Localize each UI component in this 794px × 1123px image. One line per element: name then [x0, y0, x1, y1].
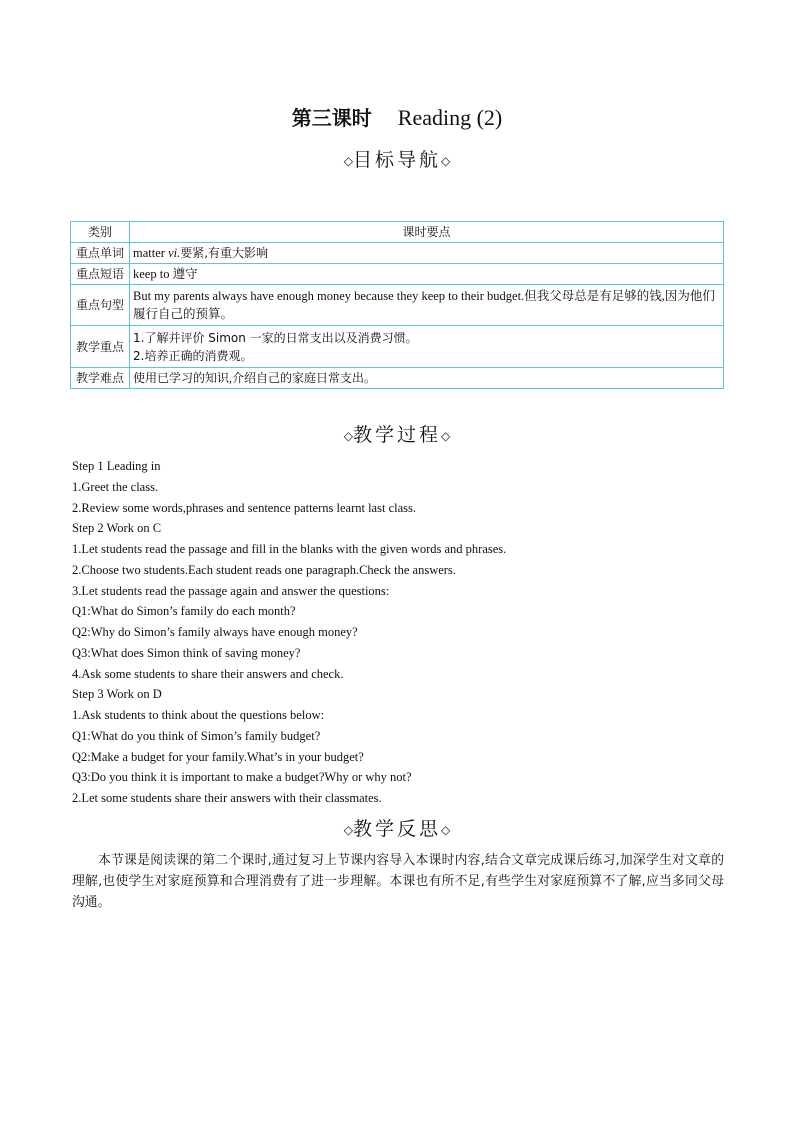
row-label: 重点句型 — [71, 285, 130, 326]
diamond-icon: ◇ — [343, 429, 353, 443]
process-line: Q3:Do you think it is important to make a budget?Why or why not? — [72, 770, 412, 785]
header-category: 类别 — [71, 222, 130, 243]
process-line: 2.Let some students share their answers with their classmates. — [72, 791, 382, 805]
row-label: 教学重点 — [71, 326, 130, 368]
row-value-line: 1.了解并评价 Simon 一家的日常支出以及消费习惯。 — [133, 330, 418, 345]
diamond-icon: ◇ — [343, 154, 353, 168]
table-row — [71, 326, 724, 368]
process-line: 2.Choose two students.Each student reads one paragraph.Check the answers. — [72, 562, 456, 577]
diamond-icon: ◇ — [441, 429, 451, 443]
row-value: 使用已学习的知识,介绍自己的家庭日常支出。 — [130, 368, 724, 389]
reflection-paragraph: 本节课是阅读课的第二个课时,通过复习上节课内容导入本课时内容,结合文章完成课后练习,加深学生对文章的理解,也使学生对家庭预算和合理消费有了进一步理解。本课也有所不足,有些学生对家庭预算不了解,应当多同父母沟通。 — [72, 853, 724, 910]
section-heading-goals-text: 目标导航 — [352, 149, 441, 171]
process-line: 3.Let students read the passage again and answer the questions: — [72, 583, 390, 598]
teaching-process-body — [72, 456, 732, 809]
section-heading-reflection — [0, 816, 794, 843]
process-line: Step 1 Leading in — [72, 459, 161, 473]
process-line: Step 3 Work on D — [72, 687, 162, 702]
row-label: 教学难点 — [71, 368, 130, 389]
process-line: 1.Greet the class. — [72, 479, 159, 494]
process-line: 2.Review some words,phrases and sentence patterns learnt last class. — [72, 500, 416, 515]
page-title — [0, 104, 794, 132]
process-line: 4.Ask some students to share their answers and check. — [72, 666, 344, 681]
process-line: Step 2 Work on C — [72, 521, 162, 536]
row-value — [130, 326, 724, 368]
process-line: Q1:What do Simon’s family do each month? — [72, 604, 296, 619]
process-line: Q1:What do you think of Simon’s family budget? — [72, 728, 321, 743]
diamond-icon: ◇ — [441, 154, 451, 168]
row-value — [130, 243, 724, 264]
row-label: 重点短语 — [71, 264, 130, 285]
diamond-icon: ◇ — [343, 823, 353, 837]
table-row — [71, 243, 724, 264]
process-line: Q2:Make a budget for your family.What’s in your budget? — [72, 749, 364, 764]
section-heading-process-text: 教学过程 — [352, 424, 441, 446]
process-line: Q2:Why do Simon’s family always have enough money? — [72, 625, 358, 639]
header-key-points: 课时要点 — [130, 222, 724, 243]
diamond-icon: ◇ — [441, 823, 451, 837]
lesson-goals-table — [70, 221, 724, 389]
section-heading-reflection-text: 教学反思 — [352, 818, 441, 840]
table-row — [71, 285, 724, 326]
table-row — [71, 368, 724, 389]
row-value-pos: vi. — [168, 246, 181, 260]
table-header-row — [71, 222, 724, 243]
process-line: 1.Ask students to think about the questions below: — [72, 708, 325, 722]
row-value-line: 2.培养正确的消费观。 — [133, 348, 253, 363]
title-english: Reading (2) — [397, 105, 503, 130]
row-value-word: matter — [133, 246, 169, 260]
table-row — [71, 264, 724, 285]
title-chinese: 第三课时 — [291, 106, 372, 130]
row-label: 重点单词 — [71, 243, 130, 264]
row-value: But my parents always have enough money because they keep to their budget.但我父母总是有足够的钱,因为他们履行自己的预算。 — [130, 285, 724, 326]
row-value-meaning: 要紧,有重大影响 — [180, 246, 269, 260]
process-line: 1.Let students read the passage and fill in the blanks with the given words and phrases. — [72, 542, 507, 556]
section-heading-process — [0, 422, 794, 449]
section-heading-goals — [0, 147, 794, 174]
row-value: keep to 遵守 — [130, 264, 724, 285]
process-line: Q3:What does Simon think of saving money? — [72, 645, 301, 660]
